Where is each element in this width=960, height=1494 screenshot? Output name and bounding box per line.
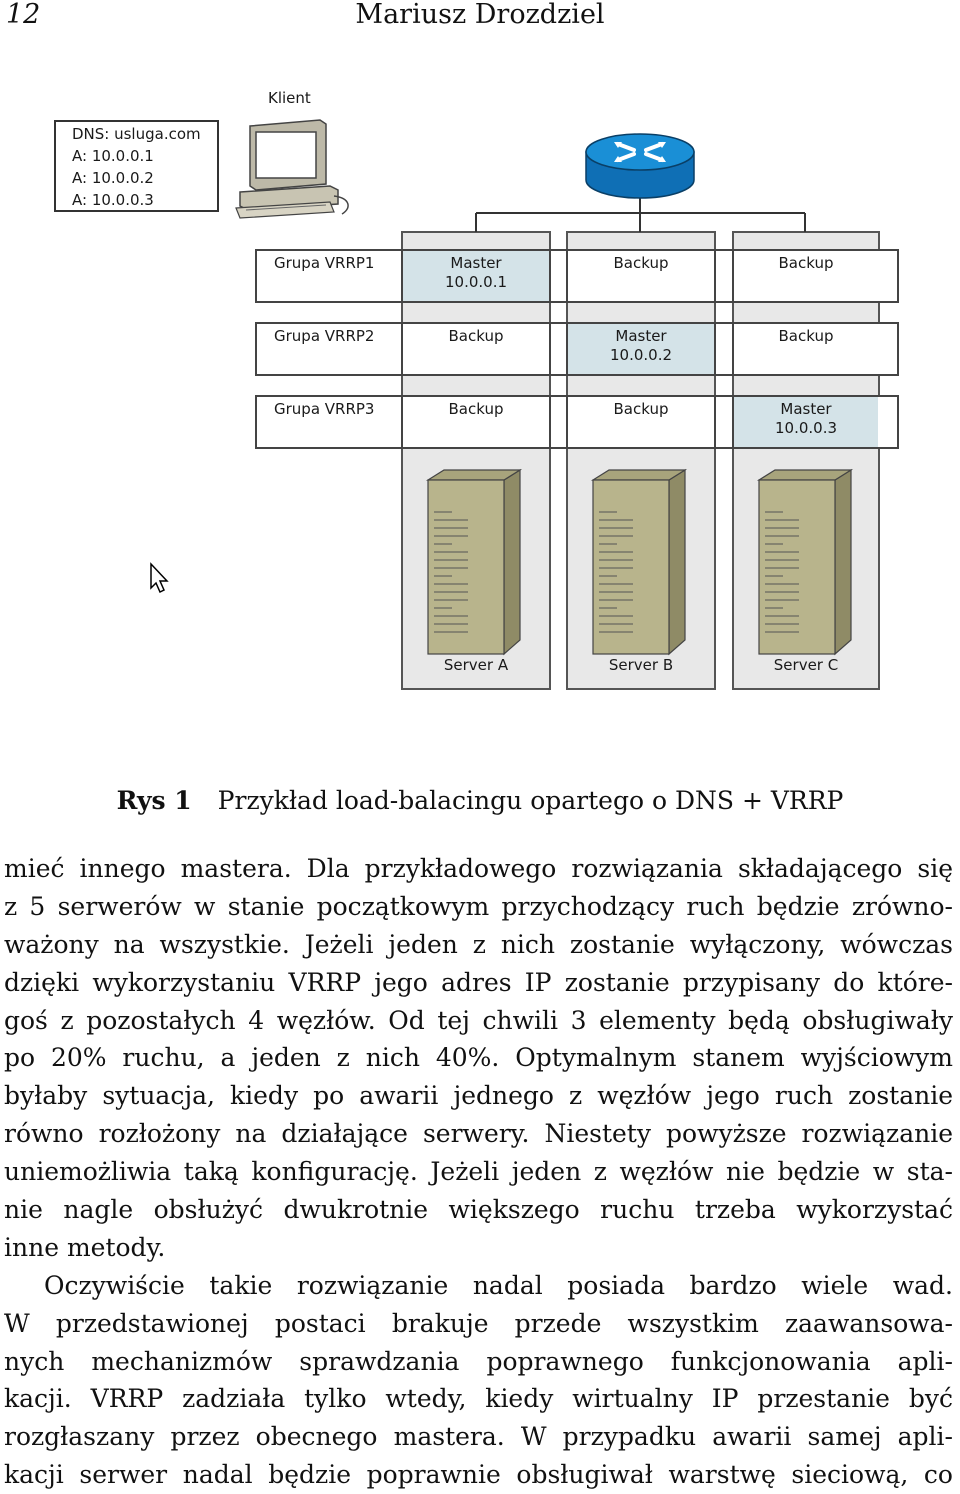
client-computer-icon xyxy=(236,120,348,218)
server-label: Server B xyxy=(608,656,674,674)
server-label: Server A xyxy=(443,656,509,674)
page-number: 12 xyxy=(6,0,41,30)
server-tower-icon xyxy=(759,470,851,654)
text-line: W przedstawionej postaci brakuje przede wszystkim zaawansowa- xyxy=(4,1308,953,1338)
servers xyxy=(428,470,851,674)
vrrp-role-label: Backup xyxy=(613,254,669,272)
dns-line-3: A: 10.0.0.3 xyxy=(72,191,154,209)
figure-vrrp-diagram xyxy=(0,80,960,700)
dns-record-box xyxy=(55,121,218,211)
text-line: równo rozłożony na działające serwery. Niestety powyższe rozwiązanie xyxy=(4,1119,953,1149)
vrrp-group-label: Grupa VRRP3 xyxy=(274,400,375,418)
vrrp-role-label: Master xyxy=(780,400,832,418)
text-line: goś z pozostałych 4 węzłów. Od tej chwili 3 elementy będą obsługiwały xyxy=(4,1005,953,1035)
vrrp-role-label: Master xyxy=(450,254,502,272)
text-line: ważony na wszystkie. Jeżeli jeden z nich zostanie wyłączony, wówczas xyxy=(4,929,953,959)
vrrp-role-label: Backup xyxy=(613,400,669,418)
text-line: byłaby sytuacja, kiedy po awarii jednego z węzłów jego ruch zostanie xyxy=(4,1081,953,1111)
vrrp-group-label: Grupa VRRP1 xyxy=(274,254,375,272)
router-icon xyxy=(586,134,694,198)
diagram-canvas xyxy=(0,80,960,700)
vrrp-role-label: Backup xyxy=(448,327,504,345)
vrrp-groups xyxy=(256,250,898,448)
dns-line-2: A: 10.0.0.2 xyxy=(72,169,154,187)
vrrp-group-label: Grupa VRRP2 xyxy=(274,327,375,345)
mouse-cursor-icon xyxy=(151,564,167,592)
vrrp-virtual-ip: 10.0.0.2 xyxy=(609,346,673,364)
client-label: Klient xyxy=(268,89,311,107)
text-line: mieć innego mastera. Dla przykładowego rozwiązania składającego się xyxy=(4,854,953,883)
vrrp-virtual-ip: 10.0.0.3 xyxy=(774,419,838,437)
vrrp-role-label: Master xyxy=(615,327,667,345)
vrrp-role-label: Backup xyxy=(448,400,504,418)
text-line: nie nagle obsłużyć dwukrotnie większego ruchu trzeba wykorzystać xyxy=(4,1195,953,1225)
text-line: z 5 serwerów w stanie początkowym przychodzący ruch będzie zrówno- xyxy=(4,891,953,921)
running-head-author: Mariusz Drozdziel xyxy=(355,0,605,30)
page-header xyxy=(0,0,960,32)
server-tower-icon xyxy=(593,470,685,654)
text-line: uniemożliwia taką konfigurację. Jeżeli jeden z węzłów nie będzie w sta- xyxy=(4,1157,953,1187)
caption-number: Rys 1 xyxy=(116,786,192,815)
dns-line-0: DNS: usluga.com xyxy=(72,125,201,143)
figure-caption xyxy=(0,786,960,815)
body-text xyxy=(4,850,953,1494)
text-line: rozgłaszany przez obecnego mastera. W przypadku awarii samej apli- xyxy=(4,1422,953,1452)
text-line: kacji. VRRP zadziała tylko wtedy, kiedy wirtualny IP przestanie być xyxy=(4,1384,953,1414)
server-tower-icon xyxy=(428,470,520,654)
vrrp-virtual-ip: 10.0.0.1 xyxy=(444,273,508,291)
text-line: kacji serwer nadal będzie poprawnie obsługiwał warstwę sieciową, co xyxy=(4,1460,953,1490)
text-line: Oczywiście takie rozwiązanie nadal posiada bardzo wiele wad. xyxy=(44,1270,953,1300)
text-line: dzięki wykorzystaniu VRRP jego adres IP zostanie przypisany do które- xyxy=(4,967,953,997)
text-line: po 20% ruchu, a jeden z nich 40%. Optymalnym stanem wyjściowym xyxy=(4,1043,953,1073)
vrrp-role-label: Backup xyxy=(778,254,834,272)
text-line: inne metody. xyxy=(4,1232,166,1262)
vrrp-role-label: Backup xyxy=(778,327,834,345)
text-line: nych mechanizmów sprawdzania poprawnego funkcjonowania apli- xyxy=(4,1346,953,1376)
caption-text: Przykład load-balacingu opartego o DNS + VRRP xyxy=(217,786,844,815)
dns-line-1: A: 10.0.0.1 xyxy=(72,147,154,165)
server-label: Server C xyxy=(773,656,839,674)
